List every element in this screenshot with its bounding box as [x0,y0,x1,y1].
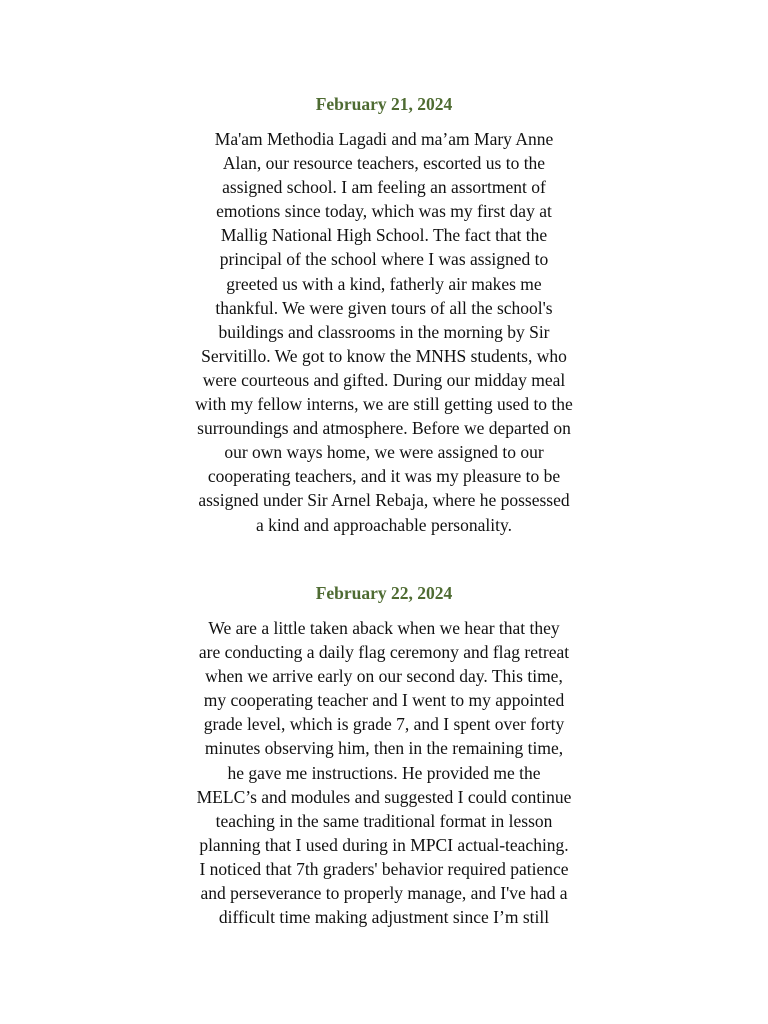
body-line: greeted us with a kind, fatherly air makes me [226,273,542,294]
body-line: planning that I used during in MPCI actual-teaching. [199,834,569,855]
body-line: my cooperating teacher and I went to my appointed [203,690,565,711]
journal-entry-feb-21 [176,92,592,537]
body-line: Servitillo. We got to know the MNHS students, who [201,345,567,366]
body-line: are conducting a daily flag ceremony and flag retreat [198,642,570,663]
body-line: he gave me instructions. He provided me the [227,762,541,783]
body-line: cooperating teachers, and it was my pleasure to be [207,466,561,487]
body-line: difficult time making adjustment since I’m still [218,907,550,928]
body-line: teaching in the same traditional format in lesson [215,810,553,831]
journal-entry-feb-22 [176,581,592,929]
entry-date-heading: February 22, 2024 [315,583,453,603]
body-line: our own ways home, we were assigned to our [224,442,544,463]
body-line: and perseverance to properly manage, and I've had a [200,883,568,904]
body-line: were courteous and gifted. During our midday meal [202,369,566,390]
body-line: emotions since today, which was my first day at [216,201,552,222]
body-line: principal of the school where I was assigned to [219,249,549,270]
entry-date-heading: February 21, 2024 [315,94,453,114]
body-line: a kind and approachable personality. [256,514,512,535]
body-line: with my fellow interns, we are still getting used to the [195,394,573,415]
body-line: surroundings and atmosphere. Before we departed on [197,418,571,439]
entry-body-text [176,616,592,929]
body-line: MELC’s and modules and suggested I could continue [196,786,572,807]
body-line: Ma'am Methodia Lagadi and ma’am Mary Anne [214,129,554,149]
body-line: assigned under Sir Arnel Rebaja, where he possessed [198,490,570,511]
body-line: buildings and classrooms in the morning by Sir [218,321,550,342]
body-line: grade level, which is grade 7, and I spent over forty [203,714,565,735]
body-line: when we arrive early on our second day. This time, [205,666,563,687]
body-line: thankful. We were given tours of all the school's [215,297,553,318]
body-line: Alan, our resource teachers, escorted us to the [222,153,546,174]
body-line: Mallig National High School. The fact that the [220,225,548,246]
body-line: minutes observing him, then in the remaining time, [204,738,564,759]
entry-body-text [176,127,592,537]
body-line: We are a little taken aback when we hear that they [208,618,560,638]
body-line: assigned school. I am feeling an assortment of [222,177,546,198]
body-line: I noticed that 7th graders' behavior required patience [199,858,569,879]
